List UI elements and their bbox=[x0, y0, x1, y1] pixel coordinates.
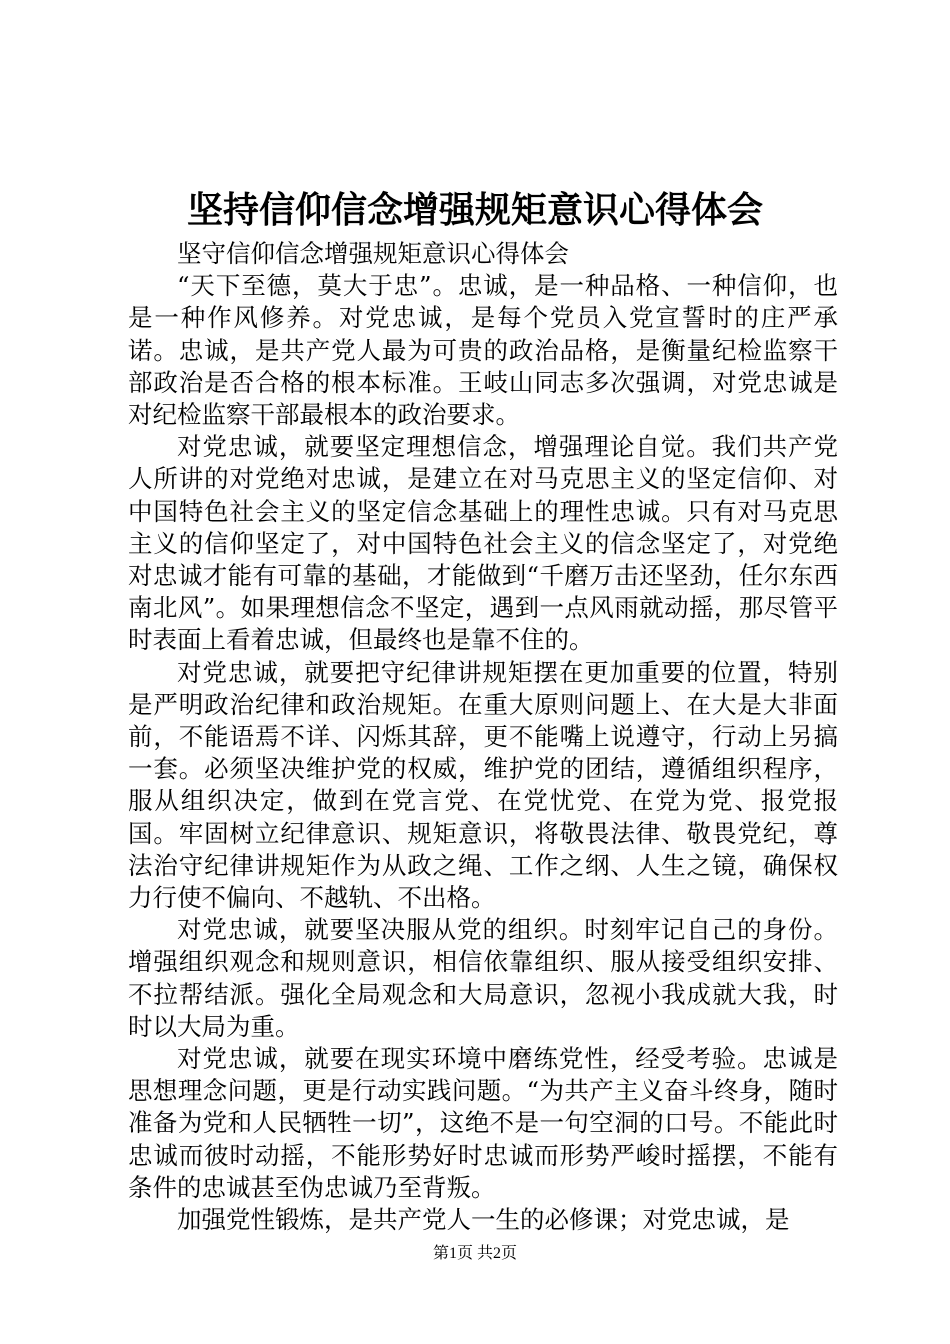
paragraph: 对党忠诚，就要坚决服从党的组织。时刻牢记自己的身份。增强组织观念和规则意识，相信依靠组织、服从接受组织安排、不拉帮结派。强化全局观念和大局意识，忽视小我成就大我，时时以大局为重。 bbox=[128, 915, 838, 1041]
page-number-footer: 第1页 共2页 bbox=[432, 1245, 517, 1262]
paragraph: 对党忠诚，就要坚定理想信念，增强理论自觉。我们共产党人所讲的对党绝对忠诚，是建立在对马克思主义的坚定信仰、对中国特色社会主义的坚定信念基础上的理性忠诚。只有对马克思主义的信仰坚定了，对中国特色社会主义的信念坚定了，对党绝对忠诚才能有可靠的基础，才能做到“千磨万击还坚劲，任尔东西南北风”。如果理想信念不坚定，遇到一点风雨就动摇，那尽管平时表面上看着忠诚，但最终也是靠不住的。 bbox=[128, 432, 838, 655]
paragraph: 加强党性锻炼，是共产党人一生的必修课；对党忠诚，是 bbox=[177, 1205, 790, 1235]
document-body bbox=[128, 238, 838, 1236]
paragraph: “天下至德，莫大于忠”。忠诚，是一种品格、一种信仰，也是一种作风修养。对党忠诚，是每个党员入党宣誓时的庄严承诺。忠诚，是共产党人最为可贵的政治品格，是衡量纪检监察干部政治是否合格的根本标准。王岐山同志多次强调，对党忠诚是对纪检监察干部最根本的政治要求。 bbox=[128, 271, 838, 430]
paragraph: 对党忠诚，就要在现实环境中磨练党性，经受考验。忠诚是思想理念问题，更是行动实践问题。“为共产主义奋斗终身，随时准备为党和人民牺牲一切”，这绝不是一句空洞的口号。不能此时忠诚而彼时动摇，不能形势好时忠诚而形势严峻时摇摆，不能有条件的忠诚甚至伪忠诚乃至背叛。 bbox=[128, 1044, 838, 1202]
document-title: 坚持信仰信念增强规矩意识心得体会 bbox=[186, 189, 763, 231]
paragraph-subtitle: 坚守信仰信念增强规矩意识心得体会 bbox=[177, 239, 569, 268]
paragraph: 对党忠诚，就要把守纪律讲规矩摆在更加重要的位置，特别是严明政治纪律和政治规矩。在重大原则问题上、在大是大非面前，不能语焉不详、闪烁其辞，更不能嘴上说遵守，行动上另搞一套。必须坚决维护党的权威，维护党的团结，遵循组织程序，服从组织决定，做到在党言党、在党忧党、在党为党、报党报国。牢固树立纪律意识、规矩意识，将敬畏法律、敬畏党纪，尊法治守纪律讲规矩作为从政之绳、工作之纲、人生之镜，确保权力行使不偏向、不越轨、不出格。 bbox=[128, 657, 838, 913]
